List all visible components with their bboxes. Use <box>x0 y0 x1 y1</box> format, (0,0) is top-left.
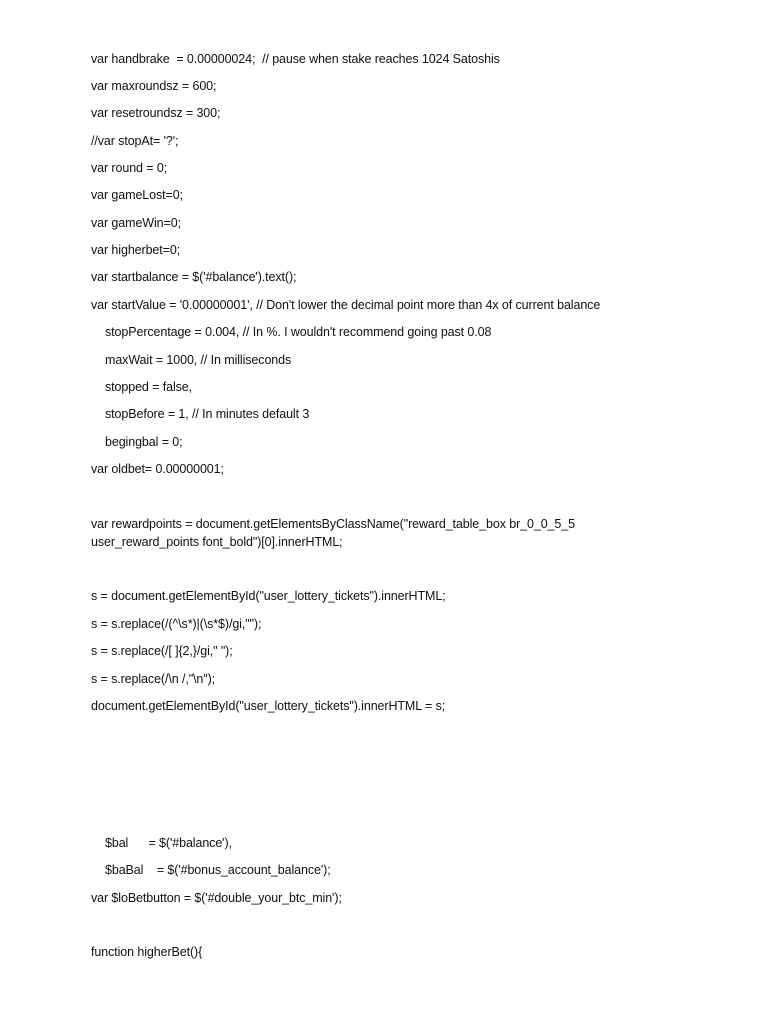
code-line-lobetbutton: var $loBetbutton = $('#double_your_btc_min'); <box>91 891 342 905</box>
code-line-replace-spaces: s = s.replace(/[ ]{2,}/gi," "); <box>91 644 233 658</box>
code-line-gamewin: var gameWin=0; <box>91 216 181 230</box>
code-line-maxroundsz: var maxroundsz = 600; <box>91 79 217 93</box>
code-line-resetroundsz: var resetroundsz = 300; <box>91 106 221 120</box>
code-line-replace-newline: s = s.replace(/\n /,"\n"); <box>91 672 216 686</box>
code-line-startbalance: var startbalance = $('#balance').text(); <box>91 270 297 284</box>
code-line-oldbet: var oldbet= 0.00000001; <box>91 462 224 476</box>
code-line-stopbefore: stopBefore = 1, // In minutes default 3 <box>105 407 310 421</box>
code-line-stopat-comment: //var stopAt= '?'; <box>91 134 179 148</box>
code-line-round: var round = 0; <box>91 161 168 175</box>
code-line-replace-trim: s = s.replace(/(^\s*)|(\s*$)/gi,""); <box>91 617 262 631</box>
code-line-stoppercentage: stopPercentage = 0.004, // In %. I wouldn't recommend going past 0.08 <box>105 325 492 339</box>
code-line-gamelost: var gameLost=0; <box>91 188 183 202</box>
code-line-rewardpoints-1: var rewardpoints = document.getElementsByClassName("reward_table_box br_0_0_5_5 <box>91 517 575 531</box>
code-line-function-higherbet: function higherBet(){ <box>91 945 203 959</box>
code-line-begingbal: begingbal = 0; <box>105 435 183 449</box>
code-line-bal: $bal = $('#balance'), <box>105 836 232 850</box>
code-line-maxwait: maxWait = 1000, // In milliseconds <box>105 353 292 367</box>
code-line-higherbet: var higherbet=0; <box>91 243 181 257</box>
code-line-set-tickets: document.getElementById("user_lottery_tickets").innerHTML = s; <box>91 699 446 713</box>
code-line-rewardpoints-2: user_reward_points font_bold")[0].innerHTML; <box>91 535 343 549</box>
code-line-handbrake: var handbrake = 0.00000024; // pause when stake reaches 1024 Satoshis <box>91 52 500 66</box>
code-line-babal: $baBal = $('#bonus_account_balance'); <box>105 863 331 877</box>
code-line-get-tickets: s = document.getElementById("user_lottery_tickets").innerHTML; <box>91 589 446 603</box>
code-line-startvalue: var startValue = '0.00000001', // Don't lower the decimal point more than 4x of current balance <box>91 298 601 312</box>
code-line-stopped: stopped = false, <box>105 380 193 394</box>
